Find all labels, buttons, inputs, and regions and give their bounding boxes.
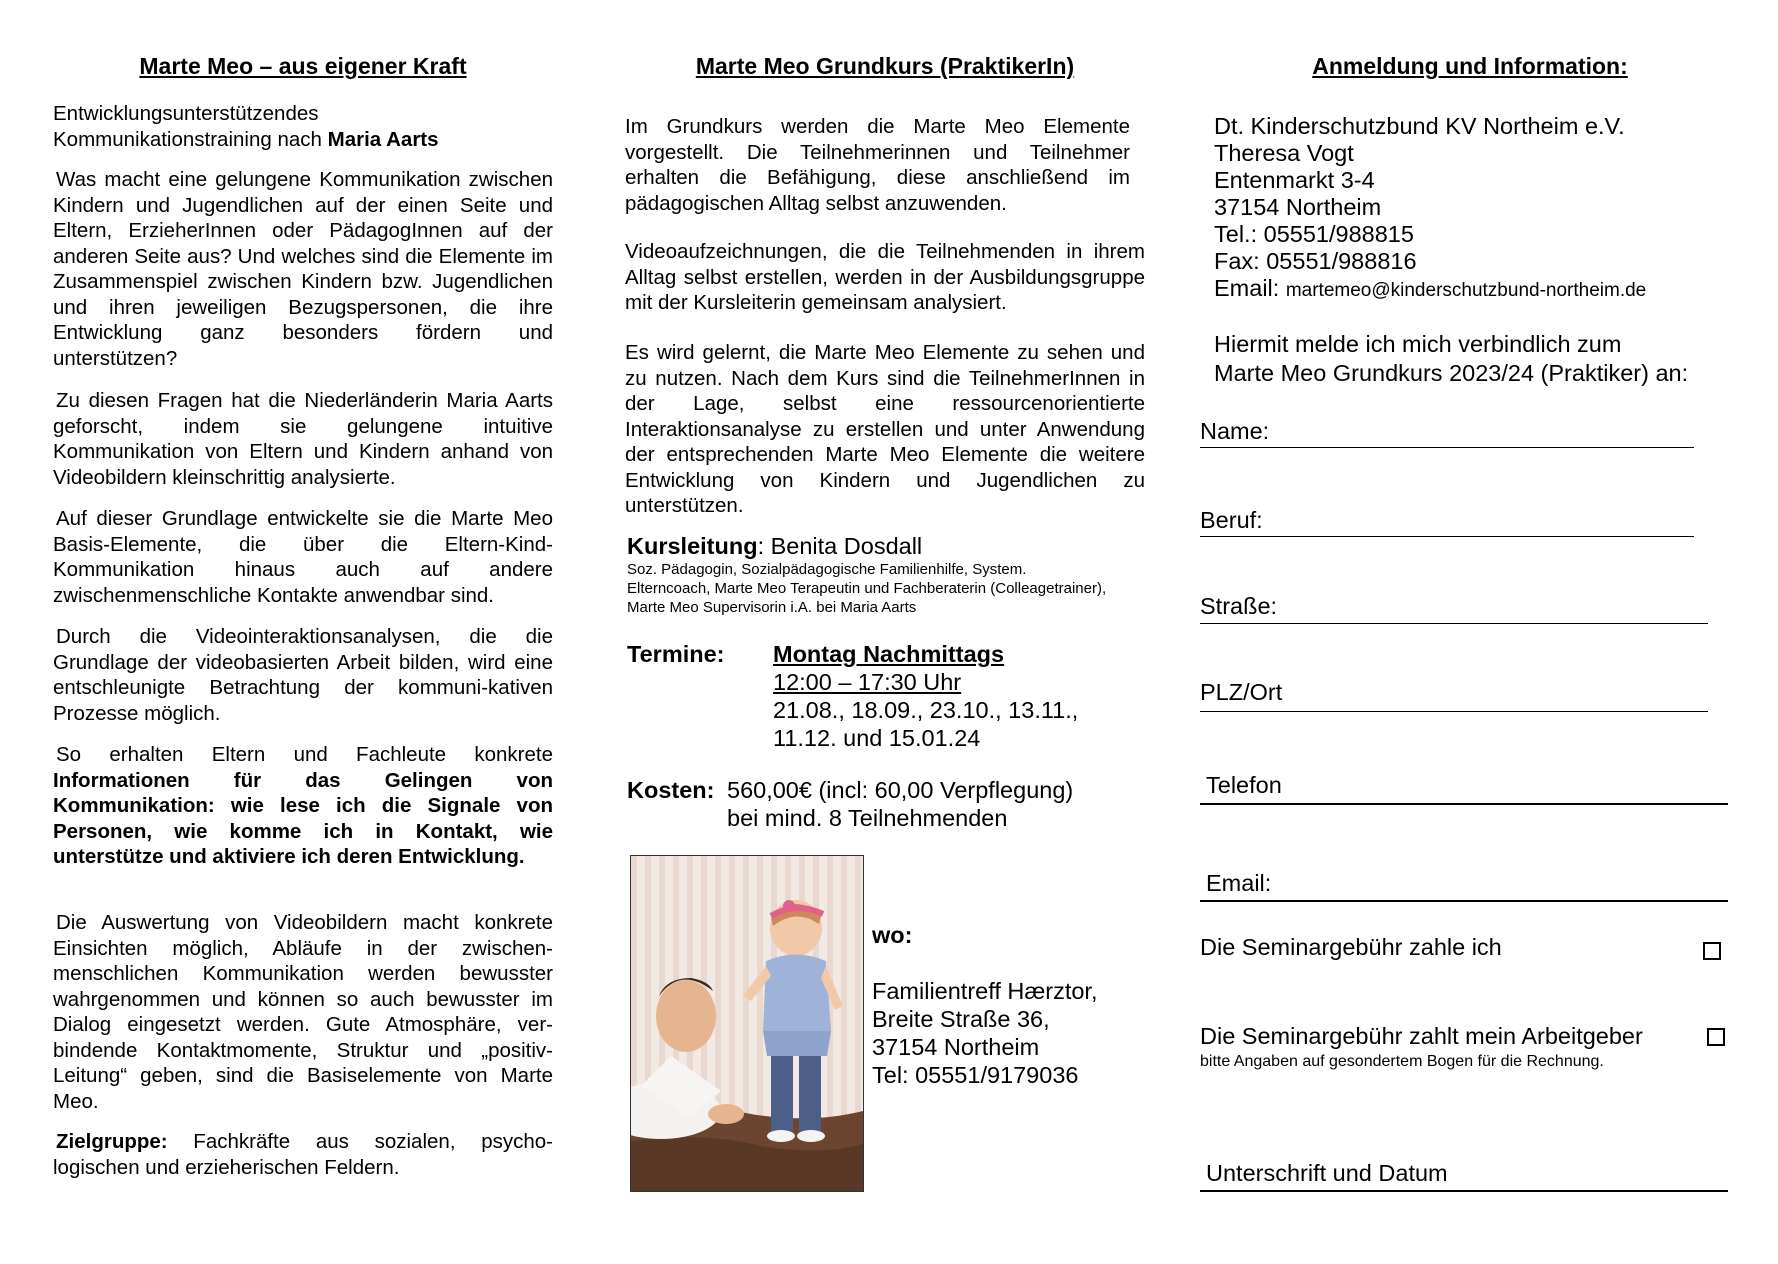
course-photo: [630, 855, 864, 1192]
dates-list-1: 21.08., 18.09., 23.10., 13.11.,: [773, 697, 1079, 723]
course-lead-label: Kursleitung: [627, 533, 758, 559]
signup-line-1: Hiermit melde ich mich verbindlich zum: [1214, 331, 1622, 357]
contact-person: Theresa Vogt: [1214, 140, 1354, 166]
field-email-input[interactable]: [1200, 900, 1728, 902]
contact-email: [1214, 275, 1744, 304]
field-phone-label: Telefon: [1206, 772, 1282, 798]
fee-self-label: Die Seminargebühr zahle ich: [1200, 934, 1502, 960]
location: [872, 977, 1152, 1089]
course-lead: [627, 532, 1147, 617]
intro-line1: Entwicklungsunterstützendes: [53, 102, 319, 125]
about-paragraph-1: Was macht eine gelungene Kommunikation zwischen Kindern und Jugendlichen auf der einen Seite und Eltern, ErzieherInnen oder PädagogInnen auf der anderen Seite aus? Und welches sind die Elemente im Zusammenspiel zwischen Kindern bzw. Jugendlichen und ihren jeweiligen Bezugspersonen, die ihre Entwicklung ganz besonders fördern und unterstützen?: [53, 168, 553, 370]
field-street-input[interactable]: [1200, 623, 1708, 624]
intro: [53, 101, 553, 152]
location-line-1: Familientreff Hærztor,: [872, 978, 1098, 1004]
field-email-label: Email:: [1206, 870, 1272, 896]
intro-line2-prefix: Kommunikationstraining nach: [53, 127, 328, 151]
fee-employer-label: Die Seminargebühr zahlt mein Arbeitgeber: [1200, 1023, 1643, 1049]
course-paragraph-2: Videoaufzeichnungen, die die Teilnehmenden in ihrem Alltag selbst erstellen, werden in der Ausbildungsgruppe mit der Kursleiterin gemeinsam analysiert.: [625, 240, 1145, 314]
field-profession-input[interactable]: [1200, 536, 1694, 537]
costs-line-1: 560,00€ (incl: 60,00 Verpflegung): [727, 777, 1074, 803]
contact-email-link[interactable]: martemeo@kinderschutzbund-northeim.de: [1285, 280, 1647, 301]
intro-line2: [53, 127, 553, 153]
contact-fax: Fax: 05551/988816: [1214, 248, 1417, 274]
about-paragraph-5-text: So erhalten Eltern und Fachleute konkrete: [56, 743, 553, 766]
photo-illustration: [631, 856, 863, 1191]
about-paragraph-2: Zu diesen Fragen hat die Niederländerin Maria Aarts geforscht, indem sie gelungene intuitive Kommunikation von Eltern und Kindern anhand von Videobildern kleinschrittig analysierte.: [53, 389, 553, 489]
course-paragraph-1: Im Grundkurs werden die Marte Meo Elemente vorgestellt. Die Teilnehmerinnen und Teilnehmer erhalten die Befähigung, diese anschließend im pädagogischen Alltag selbst anzuwenden.: [625, 115, 1130, 215]
location-line-2: Breite Straße 36,: [872, 1006, 1050, 1032]
costs-label: Kosten:: [627, 777, 715, 803]
dates-label: Termine:: [627, 641, 725, 667]
about-paragraph-5-bold: Informationen für das Gelingen von Kommunikation: wie lese ich die Signale von Personen, wie komme ich in Kontakt, wie unterstütze und aktiviere ich deren Entwicklung.: [53, 768, 553, 868]
about-paragraph-3: Auf dieser Grundlage entwickelte sie die Marte Meo Basis-Elemente, die über die Eltern-Kind-Kommunikation hinaus auch auf andere zwischenmenschliche Kontakte anwendbar sind.: [53, 507, 553, 607]
contact-block: [1214, 113, 1744, 304]
fee-employer-checkbox[interactable]: [1707, 1028, 1725, 1046]
course-lead-line: [627, 532, 1147, 560]
costs-line-2: bei mind. 8 Teilnehmenden: [727, 805, 1008, 831]
field-street-label: Straße:: [1200, 593, 1278, 619]
contact-street: Entenmarkt 3-4: [1214, 167, 1375, 193]
course-lead-name: : Benita Dosdall: [757, 533, 923, 559]
field-name-input[interactable]: [1200, 447, 1694, 448]
signature-label: Unterschrift und Datum: [1206, 1160, 1448, 1186]
dates-time: 12:00 – 17:30 Uhr: [773, 669, 962, 695]
signature-line[interactable]: [1200, 1190, 1728, 1192]
fee-employer-note: bitte Angaben auf gesondertem Bogen für die Rechnung.: [1200, 1053, 1604, 1070]
signup-statement: [1214, 330, 1744, 388]
location-line-3: 37154 Northeim: [872, 1034, 1040, 1060]
field-profession-label: Beruf:: [1200, 507, 1263, 533]
location-line-4: Tel: 05551/9179036: [872, 1062, 1079, 1088]
dates-list-2: 11.12. und 15.01.24: [773, 725, 981, 751]
about-paragraph-6: Die Auswertung von Videobildern macht konkrete Einsichten möglich, Abläufe in der zwischen-menschlichen Kommunikation werden bewusster wahrgenommen und können so auch bewusster im Dialog eingesetzt werden. Gute Atmosphäre, ver-bindende Kontaktmomente, Struktur und „positiv-Leitung“ geben, sind die Basiselemente von Marte Meo.: [53, 911, 553, 1113]
contact-phone: Tel.: 05551/988815: [1214, 221, 1414, 247]
about-paragraph-4: Durch die Videointeraktionsanalysen, die die Grundlage der videobasierten Arbeit bilden, wird eine entschleunigte Betrachtung der kommuni-kativen Prozesse möglich.: [53, 625, 553, 725]
field-name-label: Name:: [1200, 418, 1270, 444]
contact-email-label: Email:: [1214, 275, 1286, 301]
target-group-text: Fachkräfte aus sozialen, psycho-logischen und erzieherischen Feldern.: [53, 1130, 553, 1179]
intro-author: Maria Aarts: [327, 127, 439, 151]
contact-city: 37154 Northeim: [1214, 194, 1382, 220]
course-lead-details: Soz. Pädagogin, Sozialpädagogische Familienhilfe, System. Elterncoach, Marte Meo Terapeutin und Fachberaterin (Colleagetrainer), Marte Meo Supervisorin i.A. bei Maria Aarts: [627, 561, 1107, 616]
fee-self-checkbox[interactable]: [1703, 942, 1721, 960]
target-group: [53, 1129, 553, 1180]
contact-org: Dt. Kinderschutzbund KV Northeim e.V.: [1214, 113, 1625, 139]
registration-heading: Anmeldung und Information:: [1312, 53, 1628, 79]
course-heading: Marte Meo Grundkurs (PraktikerIn): [695, 53, 1075, 79]
location-label: wo:: [872, 922, 913, 948]
field-city-input[interactable]: [1200, 711, 1708, 712]
field-phone-input[interactable]: [1200, 803, 1728, 805]
target-group-label: Zielgruppe:: [56, 1130, 168, 1153]
field-city-label: PLZ/Ort: [1200, 679, 1283, 705]
dates-day: Montag Nachmittags: [773, 641, 1005, 667]
course-paragraph-3: Es wird gelernt, die Marte Meo Elemente zu sehen und zu nutzen. Nach dem Kurs sind die TeilnehmerInnen in der Lage, selbst eine ressourcenorientierte Interaktionsanalyse zu erstellen und unter Anwendung der entsprechenden Marte Meo Elemente die weitere Entwicklung von Kindern und Jugendlichen zu unterstützen.: [625, 341, 1145, 517]
about-heading: Marte Meo – aus eigener Kraft: [139, 53, 467, 79]
about-paragraph-5: [53, 742, 553, 870]
signup-line-2: Marte Meo Grundkurs 2023/24 (Praktiker) an:: [1214, 360, 1689, 386]
costs: [727, 776, 1147, 832]
dates: [773, 640, 1133, 752]
